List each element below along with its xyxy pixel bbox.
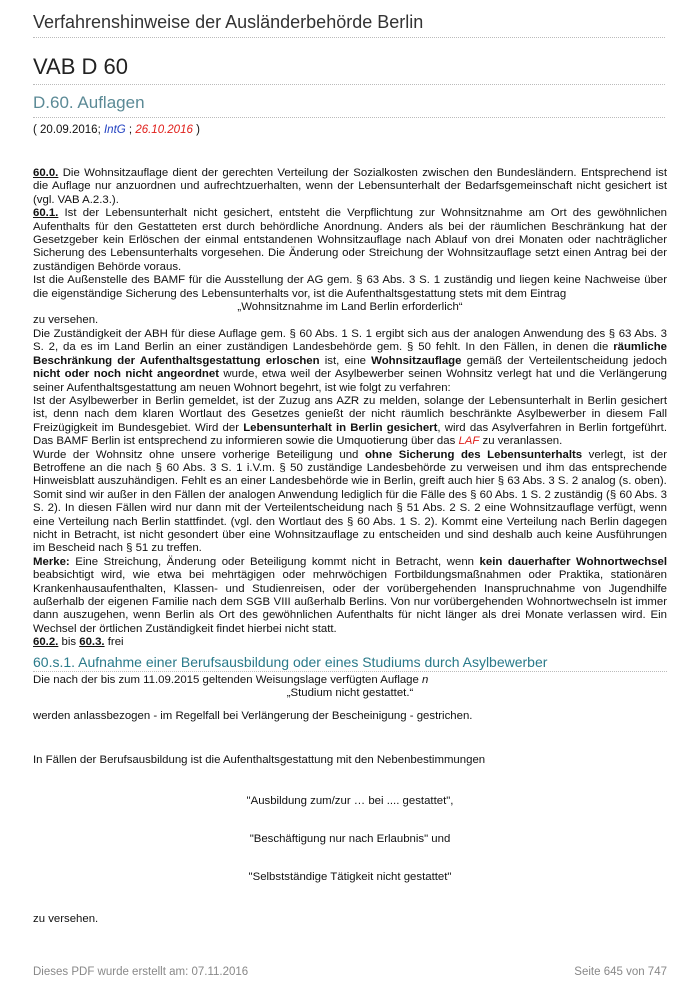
section-title: D.60. Auflagen <box>33 93 665 118</box>
section-number: 60.1. <box>33 207 59 220</box>
text: wurde, etwa weil der Asylbewerber seinen Wohnsitz verlegt hat und die Verlängerung seiner Aufenthaltsgestattung am neuen Wohnort begehrt, ist wie folgt zu verfahren: <box>33 368 667 394</box>
bold-text: nicht oder noch nicht angeordnet <box>33 368 220 381</box>
paragraph-studium <box>33 674 667 687</box>
bold-text: Lebensunterhalt in Berlin gesichert <box>243 421 438 434</box>
date-close: ) <box>192 124 200 136</box>
italic-text: n <box>422 674 429 687</box>
section-number: 60.2. <box>33 636 59 649</box>
section-number: 60.0. <box>33 167 59 179</box>
laf-link[interactable]: LAF <box>458 435 480 448</box>
text: beabsichtigt wird, wie etwa bei mehrtägigen oder mehrwöchigen Fortbildungsmaßnahmen oder Praktika, stationären Krankenhausaufenthalten, Klassen- und Studienreisen, oder der vorübergehenden Inanspruchnahme von Jugendhilfe außerhalb der eigenen Familie nach dem SGB VIII außerhalb Berlins. Von nur vorübergehenden Wohnortwechseln ist immer dann auszugehen, wenn Berlin als Ort des gewöhnlichen Aufenthalts für nicht länger als drei Monate verlassen wird. Ein Wechsel der örtlichen Zuständigkeit findet hierbei nicht statt. <box>33 569 667 635</box>
date-separator: ; <box>125 124 136 136</box>
text: zu veranlassen. <box>479 435 563 448</box>
paragraph-berlin-gemeldet <box>33 395 667 449</box>
revision-dates <box>33 124 200 136</box>
text: frei <box>104 636 124 649</box>
bold-text: ohne Sicherung des Lebensunterhalts <box>364 448 583 461</box>
text: Eine Streichung, Änderung oder Beteiligung kommt nicht in Betracht, wenn <box>69 555 480 568</box>
text: gemäß der Verteilentscheidung jedoch <box>461 354 667 367</box>
paragraph-text: Ist der Lebensunterhalt nicht gesichert, entsteht die Verpflichtung zur Wohnsitznahme am Ort des gewöhnlichen Aufenthalts für den Gestatteten erst durch behördliche Anordnung. Anders als bei der räumlichen Beschränkung hat der Gesetzgeber kein Erlöschen der einmal entstandenen Wohnsitzauflage nach Ablauf von drei Monaten oder nachträglicher Sicherung des Lebensunterhalts vorgesehen. Die Änderung oder Streichung der Wohnsitzauflage setzt einen Antrag bei der zuständigen Behörde voraus. <box>33 207 667 273</box>
subsection-title: 60.s.1. Aufnahme einer Berufsausbildung oder eines Studiums durch Asylbewerber <box>33 656 667 672</box>
text: Die nach der bis zum 11.09.2015 geltenden Weisungslage verfügten Auflage <box>33 674 423 687</box>
document-body <box>33 167 667 926</box>
paragraph-zustaendigkeit <box>33 328 667 395</box>
quote-wohnsitz: „Wohnsitznahme im Land Berlin erforderlich“ <box>237 301 463 314</box>
paragraph-text: Die Wohnsitzauflage dient der gerechten Verteilung der Sozialkosten zwischen den Bundesländern. Entsprechend ist die Auflage nur anzuordnen und aufrechtzuerhalten, wenn der Lebensunterhalt der Bedarfsgemeinschaft nicht gesichert ist (vgl. VAB A.2.3.). <box>33 167 667 206</box>
quote-selbststaendig: "Selbstständige Tätigkeit nicht gestattet" <box>248 871 452 884</box>
paragraph-60-0 <box>33 167 667 207</box>
quote-studium: „Studium nicht gestattet.“ <box>286 687 414 700</box>
intg-link[interactable]: IntG <box>103 124 126 136</box>
paragraph-somit: Somit sind wir außer in den Fällen der analogen Anwendung lediglich für die Fälle des § 60 Abs. 1 S. 2 zuständig (§ 60 Abs. 3 S. 2). In diesen Fällen wird nur dann mit der Verteilentscheidung nach § 51 Abs. 2 S. 2 eine Wohnsitzauflage verfügt, wenn eine Verteilung nach Berlin stattfindet. (vgl. den Wortlaut des § 60 Abs. 1 S. 2). Kommt eine Verteilung nach Berlin dagegen nicht in Betracht, ist nicht gesondert über eine Wohnsitzauflage zu entscheiden und sind deshalb auch keine Ausführungen im Bescheid nach § 51 zu treffen. <box>33 488 667 555</box>
text: ist, eine <box>319 354 372 367</box>
text: , wird das Asylverfahren in Berlin fortgeführt. Das BAMF Berlin ist entsprechend zu informieren sowie die Umquotierung über das <box>33 421 667 448</box>
paragraph-gestrichen: werden anlassbezogen - im Regelfall bei Verlängerung der Bescheinigung - gestrichen. <box>33 709 473 722</box>
revision-date: 26.10.2016 <box>135 124 193 136</box>
paragraph-60-1 <box>33 207 667 274</box>
text: Ist der Asylbewerber in Berlin gemeldet, ist der Zuzug ans AZR zu melden, solange der Lebensunterhalt in Berlin gesichert ist, denn nach dem klaren Wortlaut des Gesetzes genießt der nicht räumlich beschränkte Asylbewerber in diesem Fall Freizügigkeit im Bundesgebiet. Wird der <box>33 394 667 434</box>
footer-created: Dieses PDF wurde erstellt am: 07.11.2016 <box>33 966 249 978</box>
bold-text: räumliche Beschränkung der Aufenthaltsgestattung erloschen <box>33 341 667 367</box>
bold-text: kein dauerhafter Wohnortwechsel <box>479 555 667 568</box>
text: Die Zuständigkeit der ABH für diese Auflage gem. § 60 Abs. 1 S. 1 ergibt sich aus der analogen Anwendung des § 63 Abs. 3 S. 2, da es im Land Berlin an einer zuständigen Landesbehörde gem. § 50 fehlt. In den Fällen, in denen die <box>33 327 667 354</box>
paragraph-bamf: Ist die Außenstelle des BAMF für die Ausstellung der AG gem. § 63 Abs. 3 S. 1 zuständig und liegen keine Nachweise über die eigenständige Sicherung des Lebensunterhalts vor, ist die Aufenthaltsgestattung stets mit dem Eintrag <box>33 274 667 300</box>
paragraph-merke <box>33 556 667 636</box>
paragraph-versehen: zu versehen. <box>33 912 99 925</box>
document-id: VAB D 60 <box>33 54 665 85</box>
site-title: Verfahrenshinweise der Ausländerbehörde Berlin <box>33 12 665 38</box>
quote-beschaeftigung: "Beschäftigung nur nach Erlaubnis" und <box>249 833 451 846</box>
merke-label: Merke: <box>33 555 70 568</box>
text: bis <box>58 636 80 649</box>
text: verlegt, ist der Betroffene an die nach § 60 Abs. 3 S. 1 i.V.m. § 50 zuständige Landesbehörde zu verweisen und ihm das entsprechende Hinweisblatt auszuhändigen. Fehlt es an einer Landesbehörde wie in Berlin, greift auch hier § 63 Abs. 3 S. 2 analog (s. oben). <box>33 448 667 488</box>
paragraph-wohnsitz-verlegt <box>33 449 667 489</box>
text: Wurde der Wohnsitz ohne unsere vorherige Beteiligung und <box>33 448 365 461</box>
quote-ausbildung: "Ausbildung zum/zur … bei .... gestattet", <box>246 794 454 807</box>
section-number: 60.3. <box>79 636 105 649</box>
footer-page-number: Seite 645 von 747 <box>574 966 667 978</box>
paragraph-berufsausbildung: In Fällen der Berufsausbildung ist die Aufenthaltsgestattung mit den Nebenbestimmungen <box>33 754 486 767</box>
date-open: ( 20.09.2016; <box>33 124 104 136</box>
bold-text: Wohnsitzauflage <box>371 354 462 367</box>
paragraph-end: zu versehen. <box>33 314 99 327</box>
paragraph-60-2 <box>33 636 667 649</box>
